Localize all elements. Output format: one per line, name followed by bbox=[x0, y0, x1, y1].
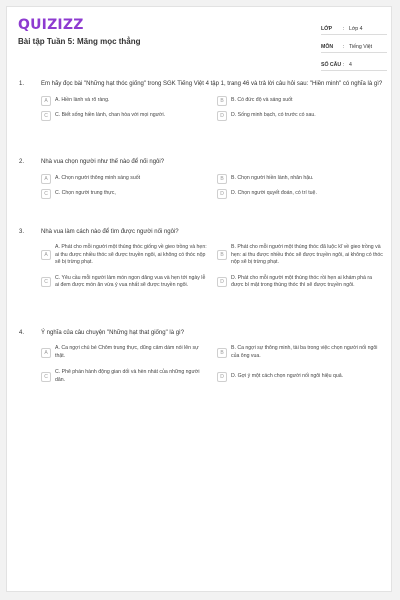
option-letter-box: B bbox=[217, 250, 227, 260]
question-text: Nhà vua chọn người như thế nào để nối ngôi? bbox=[41, 159, 165, 165]
option-letter-box: D bbox=[217, 372, 227, 382]
option-text: B. Chọn người hiền lành, nhân hậu. bbox=[231, 175, 314, 182]
option-text: C. Yêu cầu mỗi người làm món ngon dâng vua và hẹn tới ngày lễ ai đem được món ăn vừa ý vua nhất sẽ được truyền ngôi. bbox=[55, 274, 206, 289]
option-letter-box: C bbox=[41, 277, 51, 287]
option-b[interactable] bbox=[217, 345, 383, 360]
meta-row-class bbox=[321, 18, 387, 35]
option-letter-box: C bbox=[41, 111, 51, 121]
meta-value: Tiếng Việt bbox=[349, 44, 373, 50]
meta-row-subject bbox=[321, 36, 387, 53]
options-grid bbox=[19, 345, 383, 384]
option-a[interactable] bbox=[41, 174, 207, 184]
option-text: D. Sống minh bạch, có trước có sau. bbox=[231, 112, 316, 119]
meta-colon: : bbox=[343, 26, 345, 32]
option-c[interactable] bbox=[41, 369, 207, 384]
option-c[interactable] bbox=[41, 189, 207, 199]
option-b[interactable] bbox=[217, 96, 383, 106]
question-1 bbox=[19, 80, 383, 121]
option-c[interactable] bbox=[41, 111, 207, 121]
meta-value: 4 bbox=[349, 62, 352, 68]
meta-colon: : bbox=[343, 62, 345, 68]
question-text: Nhà vua làm cách nào để tìm được người nối ngôi? bbox=[41, 229, 179, 235]
option-letter-box: B bbox=[217, 348, 227, 358]
option-a[interactable] bbox=[41, 345, 207, 360]
option-letter-box: A bbox=[41, 174, 51, 184]
meta-label: SỐ CÂU bbox=[321, 62, 342, 68]
meta-label: LỚP bbox=[321, 26, 333, 32]
option-text: D. Phát cho mỗi người một thúng thóc rồi hẹn ai khám phá ra được bí mật trong thúng thóc thì sẽ được truyền ngôi. bbox=[231, 274, 372, 289]
option-b[interactable] bbox=[217, 174, 383, 184]
meta-label: MÔN bbox=[321, 44, 334, 50]
option-text: D. Chọn người quyết đoán, có trí tuệ. bbox=[231, 190, 317, 197]
option-letter-box: A bbox=[41, 348, 51, 358]
question-2 bbox=[19, 158, 383, 199]
option-text: C. Chọn người trung thực, bbox=[55, 190, 116, 197]
question-number: 4. bbox=[19, 330, 25, 336]
option-a[interactable] bbox=[41, 96, 207, 106]
option-d[interactable] bbox=[217, 189, 383, 199]
options-grid bbox=[19, 96, 383, 121]
question-number: 3. bbox=[19, 229, 25, 235]
option-text: B. Có đức độ và sáng suốt bbox=[231, 97, 293, 104]
option-letter-box: D bbox=[217, 111, 227, 121]
option-letter-box: A bbox=[41, 250, 51, 260]
option-letter-box: B bbox=[217, 96, 227, 106]
options-grid bbox=[19, 244, 383, 290]
option-text: A. Hiền lành và rõ ràng. bbox=[55, 97, 110, 104]
option-letter-box: D bbox=[217, 277, 227, 287]
worksheet-meta bbox=[321, 18, 387, 72]
option-a[interactable] bbox=[41, 244, 207, 267]
option-b[interactable] bbox=[217, 244, 383, 267]
question-4 bbox=[19, 329, 383, 384]
option-letter-box: C bbox=[41, 372, 51, 382]
option-letter-box: C bbox=[41, 189, 51, 199]
question-text: Em hãy đọc bài "Những hạt thóc giống" trong SGK Tiếng Việt 4 tập 1, trang 46 và trả lời câu hỏi sau: "Hiền minh" có nghĩa là gì? bbox=[41, 81, 383, 87]
worksheet-title: Bài tập Tuần 5: Măng mọc thẳng bbox=[18, 37, 141, 46]
option-d[interactable] bbox=[217, 275, 383, 290]
option-text: A. Phát cho mỗi người một thúng thóc giống về gieo trồng và hẹn: ai thu được nhiều thóc sẽ được truyền ngôi, ai không có thóc nộp sẽ bị trừng phạt. bbox=[55, 244, 207, 266]
option-text: B. Phát cho mỗi người một thúng thóc đã luộc kĩ về gieo trồng và hẹn: ai thu được nhiều thóc sẽ được truyền ngôi, ai không có thóc nộp sẽ bị trừng phạt. bbox=[231, 244, 383, 266]
meta-row-count bbox=[321, 54, 387, 71]
meta-value: Lớp 4 bbox=[349, 26, 363, 32]
question-3 bbox=[19, 228, 383, 290]
options-grid bbox=[19, 174, 383, 199]
option-text: C. Biết sống hiền lành, chan hòa với mọi người. bbox=[55, 112, 166, 119]
option-text: D. Gợi ý một cách chọn người nối ngôi hiệu quả. bbox=[231, 372, 344, 379]
question-number: 2. bbox=[19, 159, 25, 165]
option-text: A. Ca ngợi chú bé Chôm trung thực, dũng cảm dám nói lên sự thật. bbox=[55, 345, 199, 359]
option-d[interactable] bbox=[217, 369, 383, 384]
option-text: B. Ca ngợi sự thông minh, tài ba trong việc chọn người nối ngôi của ông vua. bbox=[231, 345, 378, 359]
option-c[interactable] bbox=[41, 275, 207, 290]
option-letter-box: B bbox=[217, 174, 227, 184]
option-text: A. Chọn người thông minh sáng suốt bbox=[55, 175, 141, 182]
worksheet-page bbox=[6, 6, 392, 592]
meta-colon: : bbox=[343, 44, 345, 50]
option-text: C. Phê phán hành động gian dối và hèn nhát của những người dân. bbox=[55, 369, 200, 383]
option-letter-box: D bbox=[217, 189, 227, 199]
quizizz-logo: QUIZIZZ bbox=[18, 17, 84, 33]
question-text: Ý nghĩa của câu chuyện "Những hạt that giống" là gì? bbox=[41, 330, 185, 336]
question-number: 1. bbox=[19, 81, 25, 87]
option-d[interactable] bbox=[217, 111, 383, 121]
option-letter-box: A bbox=[41, 96, 51, 106]
